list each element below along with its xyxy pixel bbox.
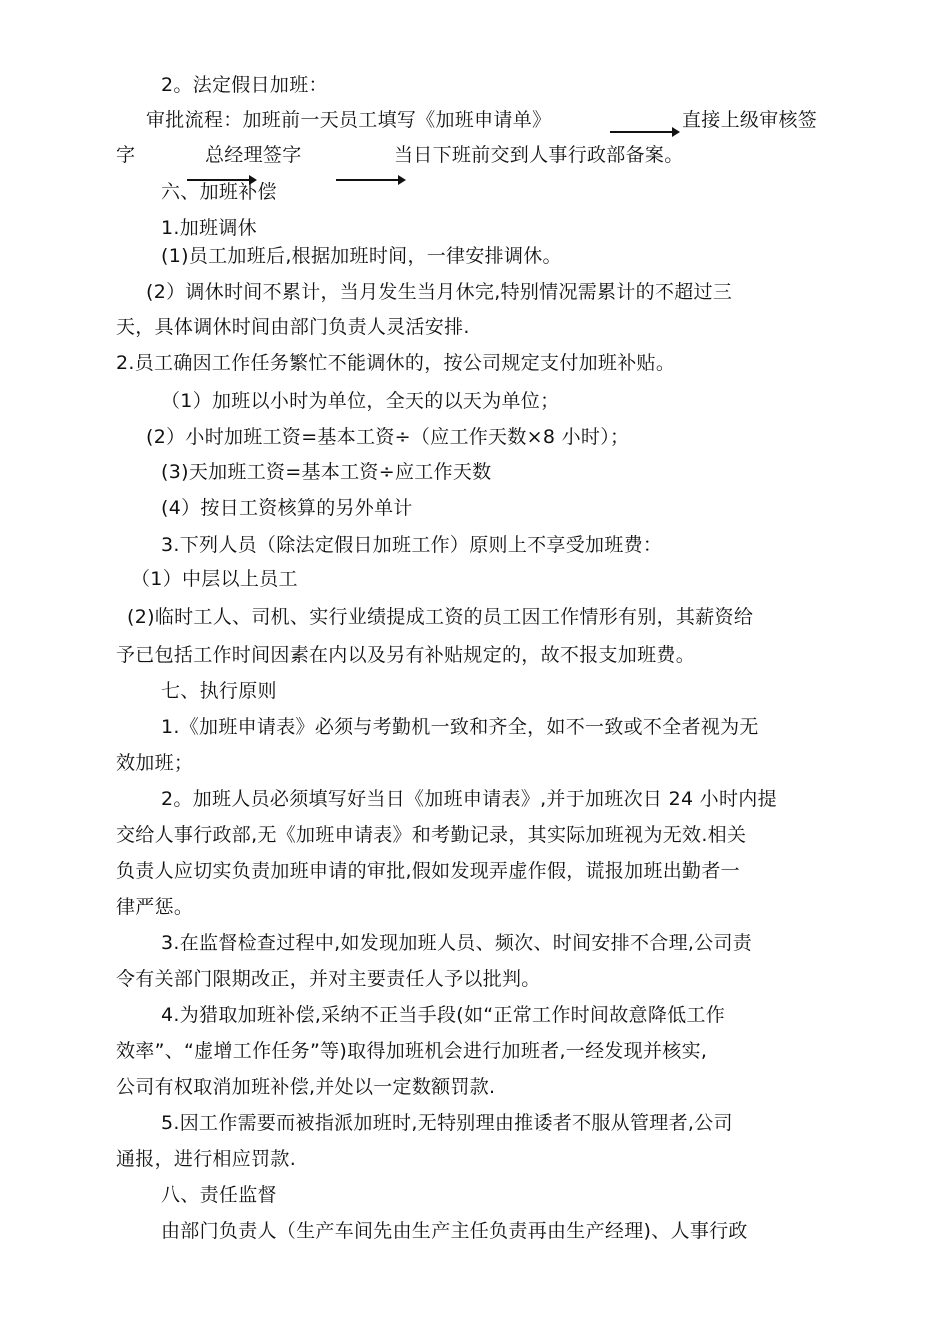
text-line: 当日下班前交到人事行政部备案。 — [394, 144, 684, 166]
text-line: 总经理签字 — [205, 144, 302, 166]
text-line: 2。法定假日加班： — [161, 74, 328, 96]
text-line: 予已包括工作时间因素在内以及另有补贴规定的，故不报支加班费。 — [116, 644, 696, 666]
text-line: 1.加班调休 — [161, 217, 257, 239]
text-line: 2.员工确因工作任务繁忙不能调休的，按公司规定支付加班补贴。 — [116, 352, 676, 374]
text-line: (2）调休时间不累计，当月发生当月休完,特别情况需累计的不超过三 — [146, 281, 733, 303]
text-line: 负责人应切实负责加班申请的审批,假如发现弄虚作假，谎报加班出勤者一 — [116, 860, 740, 882]
text-line: 5.因工作需要而被指派加班时,无特别理由推诿者不服从管理者,公司 — [161, 1112, 733, 1134]
text-line: 1.《加班申请表》必须与考勤机一致和齐全，如不一致或不全者视为无 — [161, 716, 759, 738]
section-heading: 七、执行原则 — [161, 680, 277, 702]
flow-arrow — [336, 179, 404, 181]
text-line: 由部门负责人（生产车间先由生产主任负责再由生产经理)、人事行政 — [161, 1220, 748, 1242]
text-line: 公司有权取消加班补偿,并处以一定数额罚款. — [116, 1076, 496, 1098]
text-line: 3.下列人员（除法定假日加班工作）原则上不享受加班费： — [161, 534, 663, 556]
section-heading: 六、加班补偿 — [161, 181, 277, 203]
text-line: （1）中层以上员工 — [131, 568, 298, 590]
text-line: (4）按日工资核算的另外单计 — [161, 497, 413, 519]
text-line: (1)员工加班后,根据加班时间，一律安排调休。 — [161, 245, 562, 267]
text-line: 令有关部门限期改正，并对主要责任人予以批判。 — [116, 968, 541, 990]
text-line: 交给人事行政部,无《加班申请表》和考勤记录，其实际加班视为无效.相关 — [116, 824, 747, 846]
text-line: (3)天加班工资=基本工资÷应工作天数 — [161, 461, 492, 483]
text-line: 直接上级审核签 — [682, 109, 818, 131]
text-line: (2）小时加班工资=基本工资÷（应工作天数×8 小时）； — [146, 426, 630, 448]
flow-arrow — [610, 131, 678, 133]
section-heading: 八、责任监督 — [161, 1184, 277, 1206]
text-line: 效率”、“虚增工作任务”等)取得加班机会进行加班者,一经发现并核实, — [116, 1040, 708, 1062]
text-line: 通报，进行相应罚款. — [116, 1148, 297, 1170]
text-line: 2。加班人员必须填写好当日《加班申请表》,并于加班次日 24 小时内提 — [161, 788, 777, 810]
text-line: 审批流程：加班前一天员工填写《加班申请单》 — [146, 109, 552, 131]
text-line: 效加班； — [116, 752, 194, 774]
text-line: 字 — [116, 144, 136, 166]
text-line: 3.在监督检查过程中,如发现加班人员、频次、时间安排不合理,公司责 — [161, 932, 753, 954]
text-line: 天，具体调休时间由部门负责人灵活安排. — [116, 316, 470, 338]
text-line: (2)临时工人、司机、实行业绩提成工资的员工因工作情形有别，其薪资给 — [127, 606, 754, 628]
text-line: 律严惩。 — [116, 896, 194, 918]
text-line: （1）加班以小时为单位，全天的以天为单位； — [161, 390, 560, 412]
text-line: 4.为猎取加班补偿,采纳不正当手段(如“正常工作时间故意降低工作 — [161, 1004, 726, 1026]
